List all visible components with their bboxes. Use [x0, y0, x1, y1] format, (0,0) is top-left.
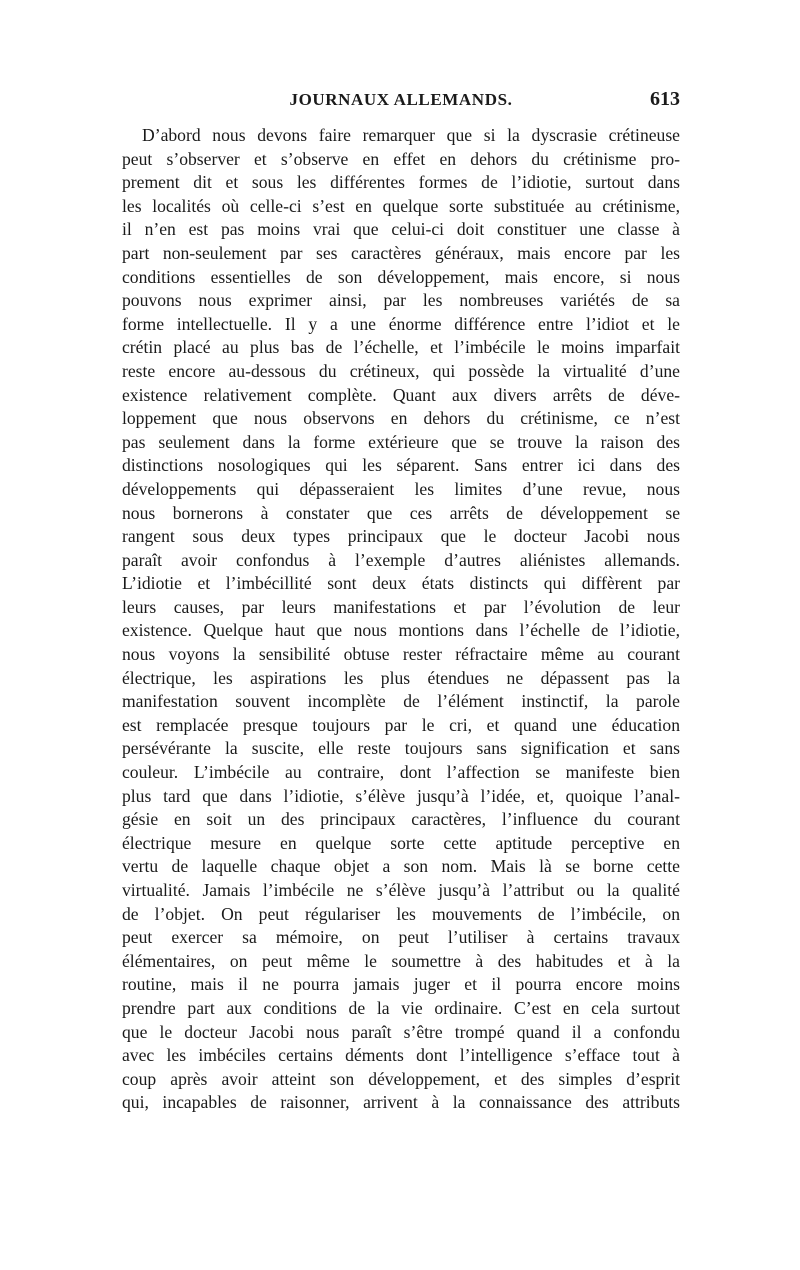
text-line: loppement que nous observons en dehors du crétinisme, ce n’est: [122, 408, 680, 429]
text-line: leurs causes, par leurs manifestations et par l’évolution de leur: [122, 596, 680, 617]
text-line: existence. Quelque haut que nous montions dans l’échelle de l’idiotie,: [122, 620, 680, 641]
body-text: [122, 124, 680, 1115]
text-line: vertu de laquelle chaque objet a son nom. Mais là se borne cette: [122, 856, 680, 877]
text-line: prement dit et sous les différentes formes de l’idiotie, surtout dans: [122, 172, 680, 193]
text-line: gésie en soit un des principaux caractères, l’influence du courant: [122, 809, 680, 830]
text-line: nous voyons la sensibilité obtuse rester réfractaire même au courant: [122, 644, 680, 665]
text-line: L’idiotie et l’imbécillité sont deux états distincts qui diffèrent par: [122, 573, 680, 594]
text-line: élémentaires, on peut même le soumettre à des habitudes et à la: [122, 950, 680, 971]
text-line: rangent sous deux types principaux que le docteur Jacobi nous: [122, 526, 680, 547]
text-line: plus tard que dans l’idiotie, s’élève jusqu’à l’idée, et, quoique l’anal-: [122, 785, 680, 806]
text-line: avec les imbéciles certains déments dont l’intelligence s’efface tout à: [122, 1045, 680, 1066]
text-line: manifestation souvent incomplète de l’élément instinctif, la parole: [122, 691, 680, 712]
text-line: qui, incapables de raisonner, arrivent à la connaissance des attributs: [122, 1092, 680, 1113]
text-line: les localités où celle-ci s’est en quelque sorte substituée au crétinisme,: [122, 195, 680, 216]
text-line: peut exercer sa mémoire, on peut l’utiliser à certains travaux: [122, 927, 680, 948]
text-line: électrique, les aspirations les plus étendues ne dépassent pas la: [122, 667, 680, 688]
text-line: est remplacée presque toujours par le cri, et quand une éducation: [122, 714, 680, 735]
text-line: existence relativement complète. Quant aux divers arrêts de déve-: [122, 384, 680, 405]
text-line: routine, mais il ne pourra jamais juger et il pourra encore moins: [122, 974, 680, 995]
text-line: peut s’observer et s’observe en effet en dehors du crétinisme pro-: [122, 148, 680, 169]
text-line: crétin placé au plus bas de l’échelle, et l’imbécile le moins imparfait: [122, 337, 680, 358]
page-number: 613: [650, 88, 680, 110]
text-line: reste encore au-dessous du crétineux, qui possède la virtualité d’une: [122, 360, 680, 381]
text-line: pas seulement dans la forme extérieure que se trouve la raison des: [122, 431, 680, 452]
text-line: forme intellectuelle. Il y a une énorme différence entre l’idiot et le: [122, 313, 680, 334]
text-line: nous bornerons à constater que ces arrêts de développement se: [122, 502, 680, 523]
running-head: [122, 90, 680, 116]
text-line: distinctions nosologiques qui les séparent. Sans entrer ici dans des: [122, 455, 680, 476]
text-line: de l’objet. On peut régulariser les mouvements de l’imbécile, on: [122, 903, 680, 924]
text-line: conditions essentielles de son développement, mais encore, si nous: [122, 266, 680, 287]
text-line: développements qui dépasseraient les limites d’une revue, nous: [122, 478, 680, 499]
text-line: D’abord nous devons faire remarquer que si la dyscrasie crétineuse: [142, 125, 680, 145]
text-line: persévérante la suscite, elle reste toujours sans signification et sans: [122, 738, 680, 759]
text-line: virtualité. Jamais l’imbécile ne s’élève jusqu’à l’attribut ou la qualité: [122, 880, 680, 900]
text-line: coup après avoir atteint son développement, et des simples d’esprit: [122, 1068, 680, 1089]
running-title: JOURNAUX ALLEMANDS.: [289, 90, 513, 109]
text-line: prendre part aux conditions de la vie ordinaire. C’est en cela surtout: [122, 997, 680, 1018]
text-line: part non-seulement par ses caractères généraux, mais encore par les: [122, 242, 680, 263]
text-line: pouvons nous exprimer ainsi, par les nombreuses variétés de sa: [122, 290, 680, 311]
text-line: que le docteur Jacobi nous paraît s’être trompé quand il a confondu: [122, 1021, 680, 1042]
text-line: couleur. L’imbécile au contraire, dont l’affection se manifeste bien: [122, 762, 680, 783]
text-line: électrique mesure en quelque sorte cette aptitude perceptive en: [122, 832, 680, 853]
text-line: il n’en est pas moins vrai que celui-ci doit constituer une classe à: [122, 219, 680, 240]
text-line: paraît avoir confondus à l’exemple d’autres aliénistes allemands.: [122, 549, 680, 570]
